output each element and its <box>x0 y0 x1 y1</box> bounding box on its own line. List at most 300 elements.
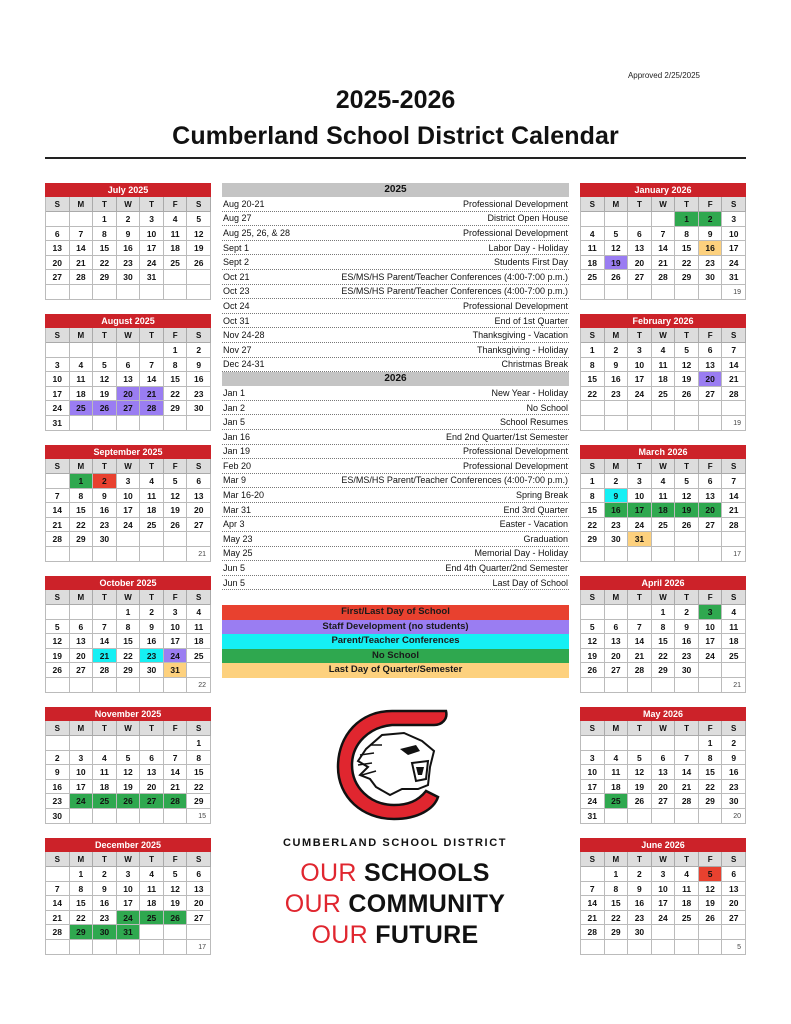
weekday-header: M <box>70 197 94 212</box>
calendar-day: 27 <box>46 270 70 285</box>
weekday-header: T <box>93 721 117 736</box>
empty-day <box>117 547 141 562</box>
calendar-day: 17 <box>117 503 141 518</box>
calendar-day: 18 <box>70 387 94 402</box>
calendar-day: 1 <box>581 343 605 358</box>
calendar-day: 24 <box>628 387 652 402</box>
calendar-day: 16 <box>675 634 699 649</box>
empty-day <box>70 416 94 431</box>
event-date: May 25 <box>223 548 253 559</box>
calendar-day: 8 <box>117 620 141 635</box>
empty-day <box>140 343 164 358</box>
event-date: Jan 2 <box>223 402 246 413</box>
weekday-header: S <box>187 721 211 736</box>
calendar-day: 29 <box>70 532 94 547</box>
calendar-day: 16 <box>187 372 211 387</box>
empty-day <box>699 547 723 562</box>
mascot-logo-icon <box>330 705 455 825</box>
event-date: Oct 21 <box>223 271 250 282</box>
calendar-day: 17 <box>581 780 605 795</box>
page-title: Cumberland School District Calendar <box>172 122 619 150</box>
calendar-day: 19 <box>605 256 629 271</box>
calendar-day: 6 <box>605 620 629 635</box>
weekday-header: W <box>652 590 676 605</box>
calendar-day: 31 <box>117 925 141 940</box>
month-grid <box>45 328 211 431</box>
month-calendar <box>45 183 211 300</box>
empty-day <box>605 940 629 955</box>
calendar-day: 20 <box>652 780 676 795</box>
event-description: No School <box>526 402 568 413</box>
event-row <box>222 314 569 329</box>
empty-day <box>140 547 164 562</box>
month-calendar <box>45 445 211 562</box>
legend-item-first: First/Last Day of School <box>222 605 569 620</box>
calendar-day: 12 <box>581 634 605 649</box>
month-grid <box>45 197 211 300</box>
calendar-day: 11 <box>652 489 676 504</box>
weekday-header: T <box>140 721 164 736</box>
calendar-day: 14 <box>93 634 117 649</box>
weekday-header: S <box>581 197 605 212</box>
empty-day <box>117 416 141 431</box>
empty-day <box>581 605 605 620</box>
weekday-header: T <box>628 197 652 212</box>
calendar-day: 13 <box>187 489 211 504</box>
empty-day <box>699 532 723 547</box>
calendar-day: 19 <box>675 503 699 518</box>
weekday-header: T <box>140 197 164 212</box>
empty-day <box>605 736 629 751</box>
weekday-header: F <box>699 197 723 212</box>
calendar-day: 3 <box>628 343 652 358</box>
calendar-day: 7 <box>70 227 94 242</box>
empty-day <box>605 809 629 824</box>
event-date: Mar 31 <box>223 504 252 515</box>
calendar-day: 24 <box>164 649 188 664</box>
calendar-day: 8 <box>652 620 676 635</box>
school-days-count: 21 <box>187 547 211 562</box>
calendar-day: 14 <box>46 503 70 518</box>
calendar-day: 13 <box>187 882 211 897</box>
calendar-day: 25 <box>722 649 746 664</box>
calendar-day: 15 <box>581 503 605 518</box>
month-calendar <box>45 314 211 431</box>
calendar-day: 29 <box>187 794 211 809</box>
month-grid <box>580 590 746 693</box>
event-date: Sept 1 <box>223 242 250 253</box>
event-row <box>222 488 569 503</box>
calendar-day: 16 <box>140 634 164 649</box>
calendar-day: 25 <box>70 401 94 416</box>
empty-day <box>581 416 605 431</box>
calendar-day: 3 <box>581 751 605 766</box>
month-title: June 2026 <box>580 838 746 852</box>
event-date: May 23 <box>223 533 253 544</box>
calendar-day: 14 <box>652 241 676 256</box>
calendar-day: 2 <box>140 605 164 620</box>
slogan-line <box>270 920 520 950</box>
empty-day <box>652 285 676 300</box>
empty-day <box>628 678 652 693</box>
weekday-header: S <box>581 852 605 867</box>
calendar-day: 23 <box>117 256 141 271</box>
empty-day <box>581 547 605 562</box>
calendar-day: 9 <box>605 358 629 373</box>
school-days-count: 21 <box>722 678 746 693</box>
school-days-count: 19 <box>722 416 746 431</box>
weekday-header: S <box>722 328 746 343</box>
weekday-header: T <box>140 590 164 605</box>
calendar-day: 23 <box>187 387 211 402</box>
calendar-day: 9 <box>699 227 723 242</box>
slogan-word: FUTURE <box>375 921 479 949</box>
calendar-day: 6 <box>699 474 723 489</box>
empty-day <box>93 940 117 955</box>
calendar-day: 10 <box>140 227 164 242</box>
calendar-day: 18 <box>605 780 629 795</box>
calendar-day: 22 <box>581 518 605 533</box>
calendar-day: 23 <box>605 518 629 533</box>
calendar-day: 17 <box>46 387 70 402</box>
calendar-day: 27 <box>187 518 211 533</box>
empty-day <box>581 285 605 300</box>
calendar-day: 28 <box>628 663 652 678</box>
weekday-header: W <box>652 721 676 736</box>
empty-day <box>117 678 141 693</box>
calendar-day: 28 <box>675 794 699 809</box>
calendar-day: 21 <box>581 911 605 926</box>
event-row <box>222 241 569 256</box>
calendar-day: 24 <box>117 518 141 533</box>
calendar-day: 18 <box>722 634 746 649</box>
calendar-day: 26 <box>117 794 141 809</box>
weekday-header: W <box>652 459 676 474</box>
event-description: School Resumes <box>499 417 568 428</box>
calendar-day: 24 <box>46 401 70 416</box>
calendar-day: 28 <box>70 270 94 285</box>
weekday-header: F <box>164 590 188 605</box>
calendar-day: 4 <box>140 867 164 882</box>
calendar-day: 7 <box>722 474 746 489</box>
calendar-day: 26 <box>675 518 699 533</box>
calendar-day: 21 <box>675 780 699 795</box>
calendar-day: 12 <box>117 765 141 780</box>
calendar-day: 26 <box>164 518 188 533</box>
calendar-day: 10 <box>117 489 141 504</box>
calendar-day: 2 <box>628 867 652 882</box>
weekday-header: M <box>70 459 94 474</box>
calendar-day: 26 <box>699 911 723 926</box>
calendar-day: 19 <box>699 896 723 911</box>
empty-day <box>605 416 629 431</box>
calendar-day: 29 <box>93 270 117 285</box>
event-date: Oct 23 <box>223 286 250 297</box>
calendar-day: 24 <box>652 911 676 926</box>
calendar-day: 4 <box>70 358 94 373</box>
calendar-day: 20 <box>605 649 629 664</box>
event-description: Professional Development <box>462 300 568 311</box>
empty-day <box>117 809 141 824</box>
calendar-day: 13 <box>46 241 70 256</box>
calendar-day: 20 <box>117 387 141 402</box>
empty-day <box>652 809 676 824</box>
calendar-day: 11 <box>675 882 699 897</box>
calendar-day: 24 <box>117 911 141 926</box>
calendar-day: 21 <box>46 518 70 533</box>
empty-day <box>117 343 141 358</box>
month-calendar <box>580 707 746 824</box>
empty-day <box>46 605 70 620</box>
empty-day <box>164 678 188 693</box>
calendar-day: 22 <box>70 518 94 533</box>
calendar-day: 3 <box>164 605 188 620</box>
calendar-day: 23 <box>605 387 629 402</box>
calendar-day: 7 <box>46 489 70 504</box>
empty-day <box>675 401 699 416</box>
calendar-day: 26 <box>93 401 117 416</box>
event-date: Nov 24-28 <box>223 330 265 341</box>
empty-day <box>699 925 723 940</box>
calendar-day: 9 <box>46 765 70 780</box>
calendar-day: 30 <box>675 663 699 678</box>
calendar-day: 3 <box>46 358 70 373</box>
weekday-header: W <box>117 590 141 605</box>
event-date: Nov 27 <box>223 344 252 355</box>
slogan-word: COMMUNITY <box>348 890 506 918</box>
weekday-header: T <box>675 328 699 343</box>
calendar-day: 31 <box>46 416 70 431</box>
empty-day <box>699 663 723 678</box>
weekday-header: S <box>581 721 605 736</box>
empty-day <box>187 663 211 678</box>
calendar-day: 9 <box>117 227 141 242</box>
event-date: Aug 27 <box>223 213 252 224</box>
empty-day <box>699 940 723 955</box>
calendar-day: 3 <box>699 605 723 620</box>
calendar-day: 16 <box>722 765 746 780</box>
empty-day <box>628 401 652 416</box>
calendar-day: 31 <box>140 270 164 285</box>
calendar-day: 12 <box>628 765 652 780</box>
empty-day <box>605 605 629 620</box>
calendar-day: 19 <box>46 649 70 664</box>
calendar-day: 26 <box>628 794 652 809</box>
empty-day <box>722 532 746 547</box>
calendar-day: 13 <box>699 358 723 373</box>
calendar-day: 2 <box>93 867 117 882</box>
calendar-day: 12 <box>93 372 117 387</box>
calendar-day: 5 <box>93 358 117 373</box>
calendar-day: 30 <box>93 532 117 547</box>
calendar-day: 5 <box>605 227 629 242</box>
calendar-day: 15 <box>652 634 676 649</box>
weekday-header: F <box>699 590 723 605</box>
calendar-day: 21 <box>93 649 117 664</box>
empty-day <box>70 343 94 358</box>
calendar-day: 25 <box>140 911 164 926</box>
event-description: Thanksgiving - Holiday <box>476 344 568 355</box>
empty-day <box>164 416 188 431</box>
calendar-day: 3 <box>117 474 141 489</box>
calendar-day: 5 <box>675 474 699 489</box>
empty-day <box>675 285 699 300</box>
calendar-day: 22 <box>652 649 676 664</box>
weekday-header: F <box>699 328 723 343</box>
empty-day <box>675 925 699 940</box>
weekday-header: M <box>605 852 629 867</box>
calendar-day: 18 <box>140 503 164 518</box>
calendar-day: 24 <box>140 256 164 271</box>
calendar-day: 8 <box>93 227 117 242</box>
empty-day <box>70 678 94 693</box>
calendar-day: 26 <box>605 270 629 285</box>
calendar-day: 6 <box>140 751 164 766</box>
calendar-day: 2 <box>605 343 629 358</box>
event-description: End 2nd Quarter/1st Semester <box>445 431 568 442</box>
empty-day <box>46 547 70 562</box>
event-date: Dec 24-31 <box>223 359 265 370</box>
calendar-day: 27 <box>722 911 746 926</box>
weekday-header: S <box>722 721 746 736</box>
legend-item-lastq: Last Day of Quarter/Semester <box>222 663 569 678</box>
empty-day <box>628 605 652 620</box>
calendar-day: 10 <box>164 620 188 635</box>
empty-day <box>93 285 117 300</box>
empty-day <box>187 532 211 547</box>
event-row <box>222 547 569 562</box>
month-title: February 2026 <box>580 314 746 328</box>
calendar-day: 4 <box>652 474 676 489</box>
calendar-day: 22 <box>699 780 723 795</box>
empty-day <box>722 663 746 678</box>
month-calendar <box>580 314 746 431</box>
calendar-day: 18 <box>140 896 164 911</box>
calendar-day: 14 <box>628 634 652 649</box>
calendar-day: 15 <box>699 765 723 780</box>
calendar-day: 29 <box>70 925 94 940</box>
calendar-day: 19 <box>581 649 605 664</box>
weekday-header: S <box>46 197 70 212</box>
calendar-day: 10 <box>628 489 652 504</box>
calendar-day: 16 <box>605 372 629 387</box>
calendar-day: 15 <box>70 896 94 911</box>
calendar-day: 5 <box>581 620 605 635</box>
event-description: Easter - Vacation <box>499 519 568 530</box>
calendar-day: 8 <box>70 489 94 504</box>
empty-day <box>70 605 94 620</box>
empty-day <box>93 547 117 562</box>
calendar-day: 28 <box>164 794 188 809</box>
calendar-day: 21 <box>722 372 746 387</box>
calendar-day: 4 <box>140 474 164 489</box>
event-row <box>222 561 569 576</box>
empty-day <box>605 401 629 416</box>
calendar-day: 28 <box>46 925 70 940</box>
empty-day <box>70 547 94 562</box>
calendar-day: 3 <box>140 212 164 227</box>
calendar-day: 14 <box>722 489 746 504</box>
empty-day <box>628 940 652 955</box>
weekday-header: M <box>70 328 94 343</box>
slogan-our: OUR <box>284 890 342 918</box>
empty-day <box>675 547 699 562</box>
empty-day <box>675 736 699 751</box>
school-days-count: 17 <box>187 940 211 955</box>
legend-item-staff: Staff Development (no students) <box>222 620 569 635</box>
calendar-day: 23 <box>93 518 117 533</box>
calendar-day: 14 <box>140 372 164 387</box>
weekday-header: F <box>164 328 188 343</box>
event-row <box>222 386 569 401</box>
empty-day <box>675 416 699 431</box>
weekday-header: S <box>187 328 211 343</box>
event-description: End of 1st Quarter <box>494 315 568 326</box>
weekday-header: T <box>628 459 652 474</box>
calendar-day: 15 <box>187 765 211 780</box>
weekday-header: S <box>187 590 211 605</box>
empty-day <box>652 736 676 751</box>
calendar-day: 4 <box>675 867 699 882</box>
calendar-day: 16 <box>117 241 141 256</box>
calendar-day: 15 <box>675 241 699 256</box>
calendar-day: 28 <box>93 663 117 678</box>
calendar-day: 20 <box>46 256 70 271</box>
empty-day <box>628 809 652 824</box>
empty-day <box>140 532 164 547</box>
calendar-day: 13 <box>699 489 723 504</box>
weekday-header: M <box>70 852 94 867</box>
empty-day <box>140 940 164 955</box>
calendar-day: 27 <box>652 794 676 809</box>
event-description: Professional Development <box>462 227 568 238</box>
calendar-day: 9 <box>722 751 746 766</box>
empty-day <box>93 343 117 358</box>
calendar-day: 11 <box>605 765 629 780</box>
empty-day <box>699 678 723 693</box>
event-list <box>222 183 569 590</box>
calendar-day: 6 <box>70 620 94 635</box>
empty-day <box>628 416 652 431</box>
calendar-day: 27 <box>140 794 164 809</box>
calendar-day: 20 <box>187 503 211 518</box>
month-calendar <box>580 576 746 693</box>
empty-day <box>605 212 629 227</box>
weekday-header: S <box>46 721 70 736</box>
calendar-day: 5 <box>117 751 141 766</box>
empty-day <box>46 474 70 489</box>
empty-day <box>46 678 70 693</box>
slogan-line <box>270 858 520 888</box>
empty-day <box>699 285 723 300</box>
weekday-header: M <box>605 721 629 736</box>
calendar-day: 8 <box>699 751 723 766</box>
event-row <box>222 285 569 300</box>
empty-day <box>628 212 652 227</box>
empty-day <box>117 940 141 955</box>
calendar-day: 7 <box>652 227 676 242</box>
calendar-day: 19 <box>93 387 117 402</box>
month-grid <box>580 328 746 431</box>
calendar-day: 6 <box>46 227 70 242</box>
month-title: November 2025 <box>45 707 211 721</box>
calendar-day: 23 <box>140 649 164 664</box>
empty-day <box>140 285 164 300</box>
event-date: Jan 1 <box>223 387 246 398</box>
calendar-day: 1 <box>70 867 94 882</box>
empty-day <box>675 809 699 824</box>
calendar-day: 1 <box>652 605 676 620</box>
